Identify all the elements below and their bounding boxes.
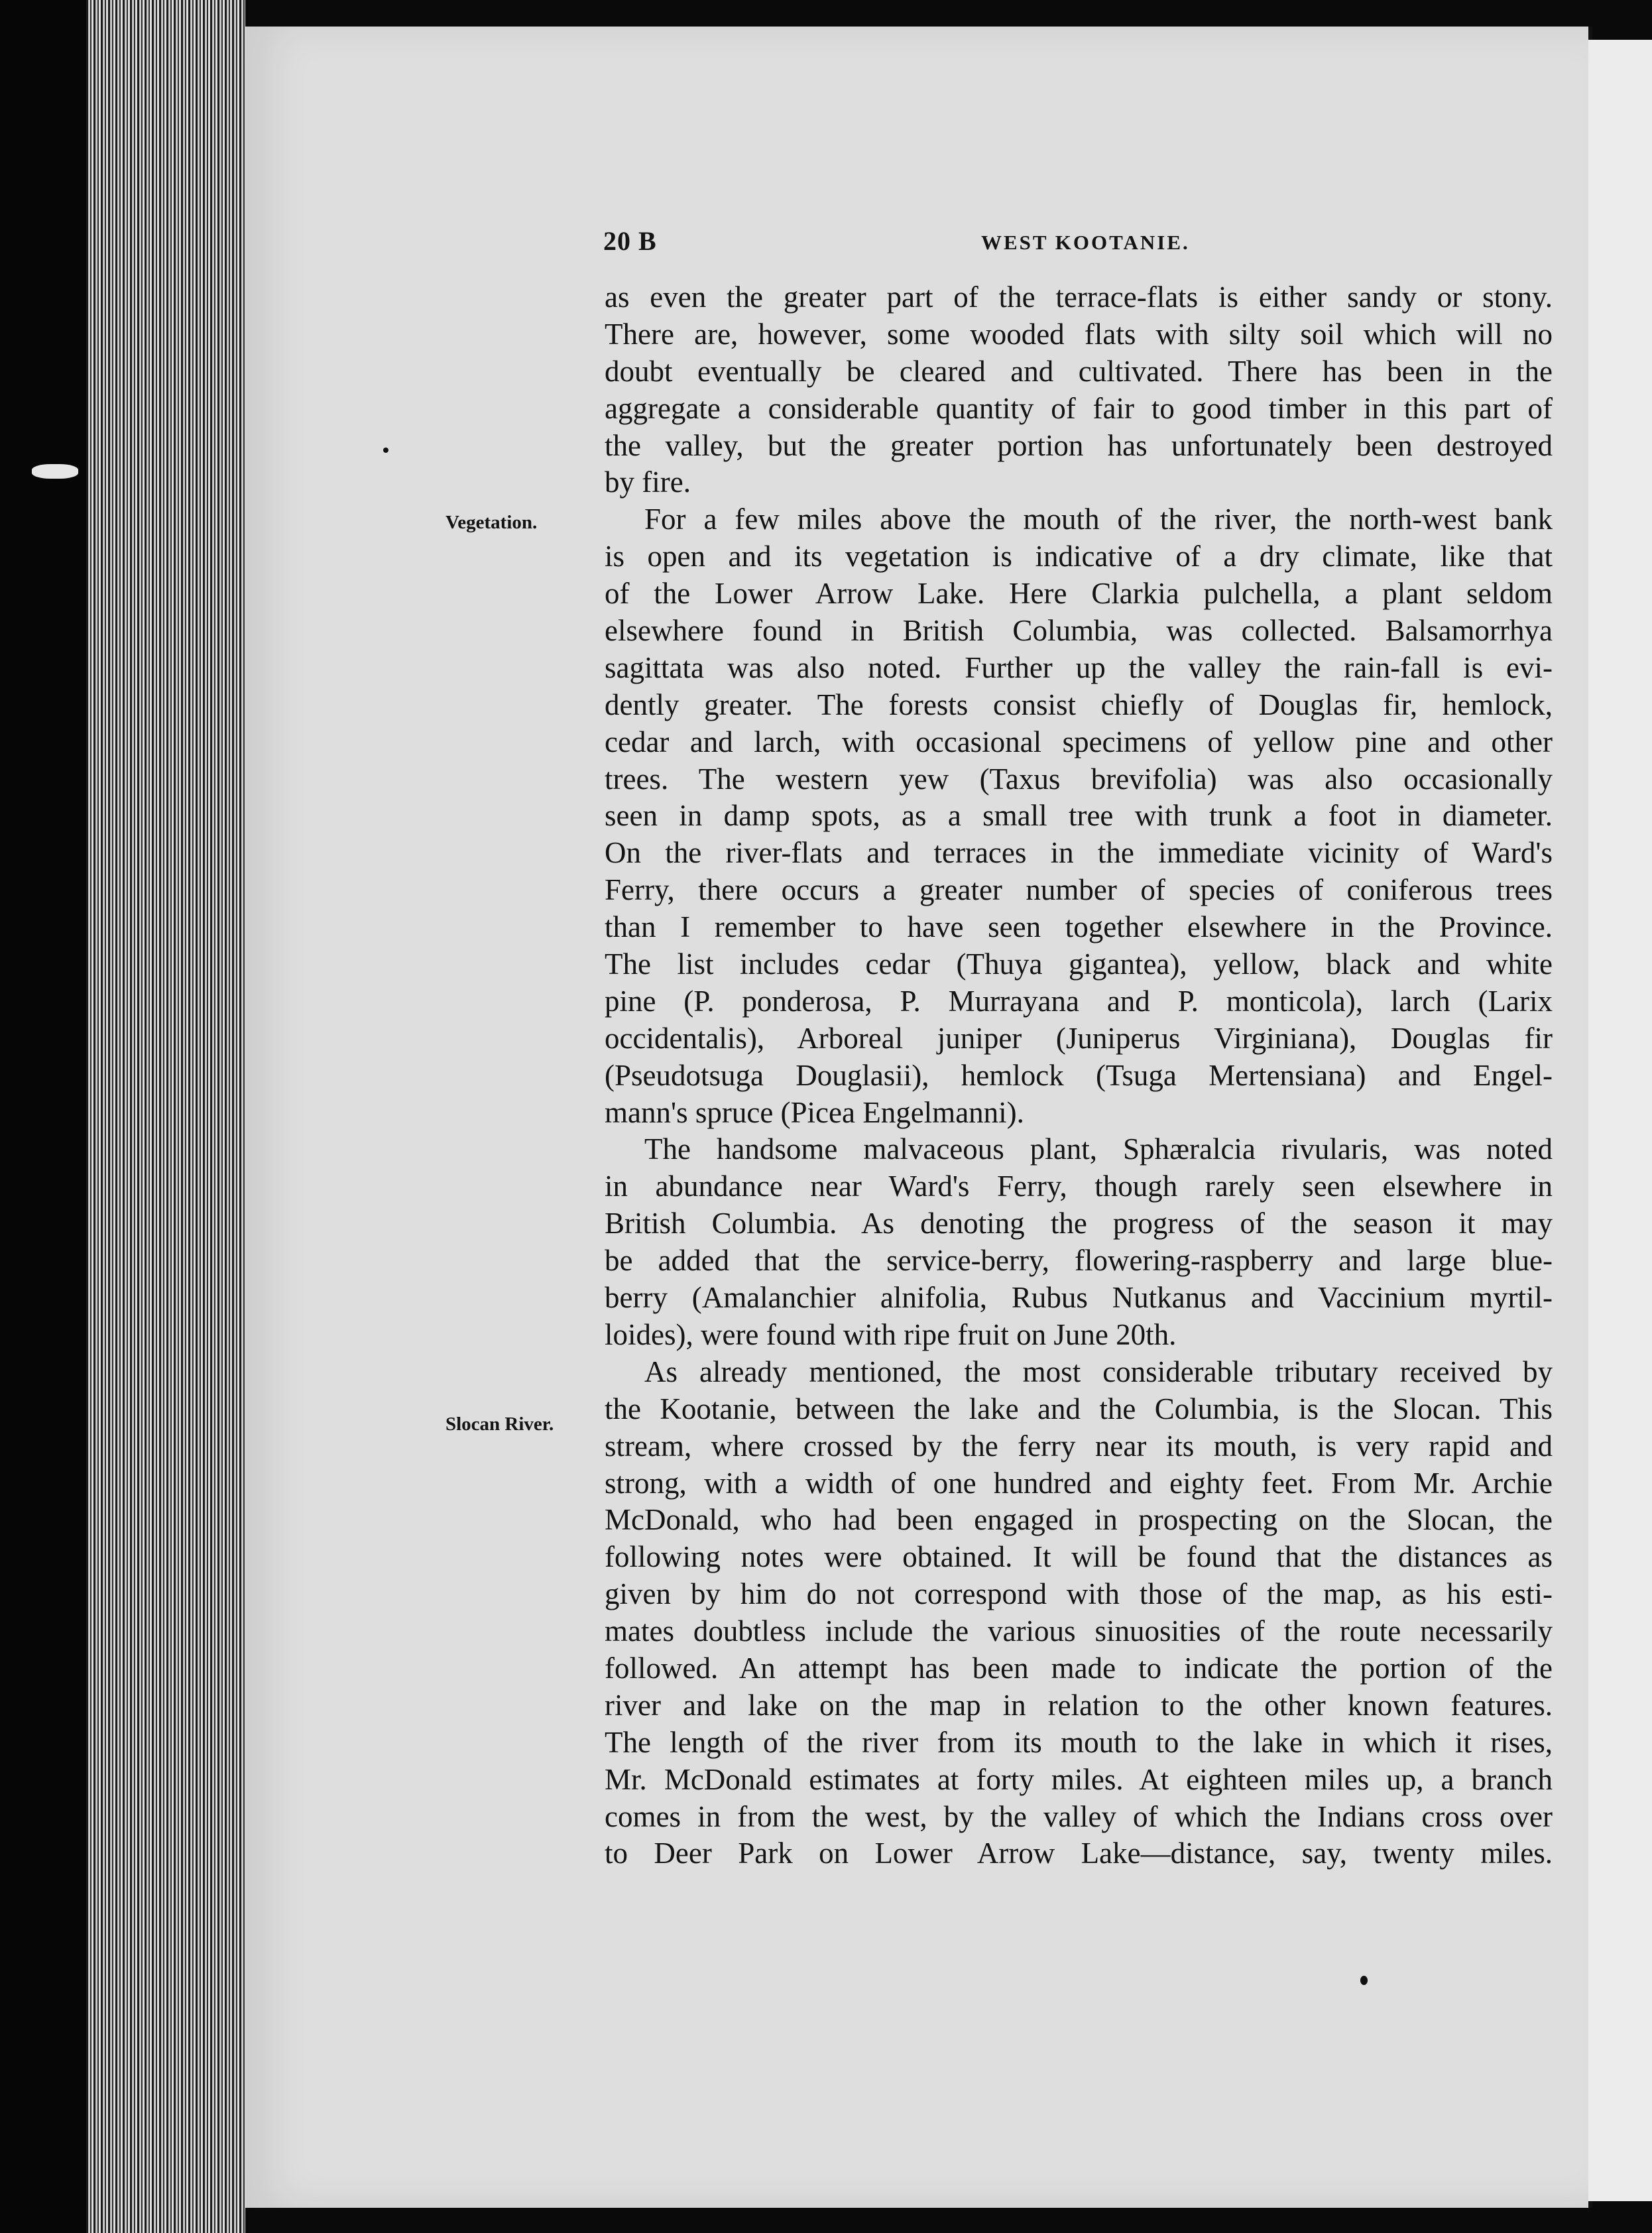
- book-page-edges: [86, 0, 245, 2233]
- text-line: given by him do not correspond with those of the map, as his esti-: [605, 1577, 1553, 1611]
- scan-speck: [1360, 1976, 1368, 1985]
- facing-page-edge: [1588, 40, 1652, 2201]
- text-line: strong, with a width of one hundred and eighty feet. From Mr. Archie: [605, 1466, 1553, 1500]
- text-line: berry (Amalanchier alnifolia, Rubus Nutkanus and Vaccinium myrtil-: [605, 1281, 1553, 1315]
- text-line: McDonald, who had been engaged in prospecting on the Slocan, the: [605, 1503, 1553, 1537]
- body-text: [605, 279, 1553, 1872]
- sidenote-vegetation: Vegetation.: [445, 512, 538, 533]
- text-line: occidentalis), Arboreal juniper (Juniperus Virginiana), Douglas fir: [605, 1021, 1553, 1055]
- text-line: loides), were found with ripe fruit on June 20th.: [605, 1317, 1177, 1351]
- text-line: the Kootanie, between the lake and the Columbia, is the Slocan. This: [605, 1392, 1553, 1425]
- text-line: (Pseudotsuga Douglasii), hemlock (Tsuga Mertensiana) and Engel-: [605, 1058, 1553, 1092]
- text-line: pine (P. ponderosa, P. Murrayana and P. monticola), larch (Larix: [605, 984, 1553, 1018]
- text-line: be added that the service-berry, flowering-raspberry and large blue-: [605, 1244, 1553, 1278]
- page-number: 20 B: [603, 226, 657, 256]
- text-line: following notes were obtained. It will be found that the distances as: [605, 1540, 1553, 1574]
- text-line: The handsome malvaceous plant, Sphæralcia rivularis, was noted: [644, 1132, 1553, 1166]
- text-line: than I remember to have seen together elsewhere in the Province.: [605, 910, 1553, 944]
- text-line: is open and its vegetation is indicative of a dry climate, like that: [605, 540, 1553, 573]
- text-line: The length of the river from its mouth to the lake in which it rises,: [605, 1725, 1553, 1759]
- text-line: seen in damp spots, as a small tree with trunk a foot in diameter.: [605, 799, 1553, 833]
- text-line: dently greater. The forests consist chiefly of Douglas fir, hemlock,: [605, 688, 1553, 721]
- text-line: aggregate a considerable quantity of fair to good timber in this part of: [605, 391, 1553, 425]
- text-line: The list includes cedar (Thuya gigantea), yellow, black and white: [605, 947, 1553, 981]
- text-line: stream, where crossed by the ferry near its mouth, is very rapid and: [605, 1429, 1553, 1463]
- text-line: to Deer Park on Lower Arrow Lake—distance, say, twenty miles.: [605, 1837, 1553, 1870]
- sidenote-slocan-river: Slocan River.: [445, 1414, 554, 1435]
- text-line: sagittata was also noted. Further up the valley the rain-fall is evi-: [605, 650, 1553, 684]
- scan-speck: [383, 448, 388, 453]
- text-line: mann's spruce (Picea Engelmanni).: [605, 1095, 1024, 1129]
- text-line: in abundance near Ward's Ferry, though rarely seen elsewhere in: [605, 1170, 1553, 1203]
- text-line: of the Lower Arrow Lake. Here Clarkia pulchella, a plant seldom: [605, 577, 1553, 611]
- text-line: doubt eventually be cleared and cultivated. There has been in the: [605, 354, 1553, 388]
- text-line: For a few miles above the mouth of the river, the north-west bank: [644, 503, 1553, 536]
- text-line: Ferry, there occurs a greater number of species of coniferous trees: [605, 873, 1553, 907]
- running-head: WEST KOOTANIE.: [981, 231, 1190, 254]
- text-line: cedar and larch, with occasional specimens of yellow pine and other: [605, 725, 1553, 758]
- text-line: as even the greater part of the terrace-flats is either sandy or stony.: [605, 280, 1553, 314]
- text-line: There are, however, some wooded flats with silty soil which will no: [605, 317, 1553, 351]
- scan-speck: [32, 464, 78, 479]
- text-line: the valley, but the greater portion has unfortunately been destroyed: [605, 428, 1553, 462]
- text-line: river and lake on the map in relation to the other known features.: [605, 1688, 1553, 1722]
- text-line: mates doubtless include the various sinuosities of the route necessarily: [605, 1614, 1553, 1648]
- page-header: [603, 225, 1558, 265]
- text-line: Mr. McDonald estimates at forty miles. At eighteen miles up, a branch: [605, 1762, 1553, 1796]
- text-line: by fire.: [605, 465, 691, 499]
- text-line: As already mentioned, the most considerable tributary received by: [644, 1355, 1553, 1388]
- text-line: elsewhere found in British Columbia, was collected. Balsamorrhya: [605, 614, 1553, 648]
- text-line: comes in from the west, by the valley of which the Indians cross over: [605, 1799, 1553, 1833]
- text-line: followed. An attempt has been made to indicate the portion of the: [605, 1651, 1553, 1685]
- text-line: British Columbia. As denoting the progress of the season it may: [605, 1207, 1553, 1240]
- text-line: trees. The western yew (Taxus brevifolia) was also occasionally: [605, 762, 1553, 796]
- text-line: On the river-flats and terraces in the immediate vicinity of Ward's: [605, 836, 1553, 870]
